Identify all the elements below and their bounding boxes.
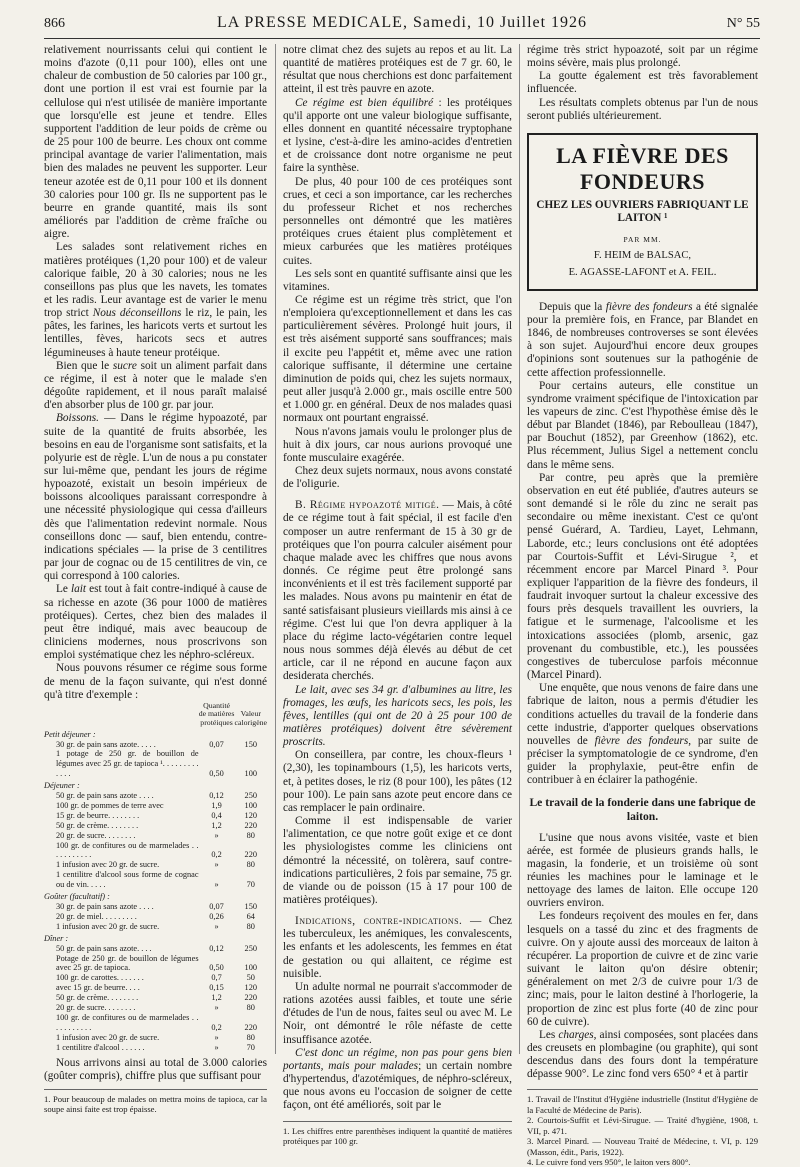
table-cell-item: 100 gr. de confitures ou de marmelades . . . . . . . . . . . bbox=[56, 840, 199, 860]
paragraph: On conseillera, par contre, les choux-fleurs ¹ (2,30), les topinambours (1,5), les haricots verts, et, à petites doses, le riz (8 pour 100), les pâtes (12 pour 100). Le pain sans azote peut encore dans ce cas remplacer le pain ordinaire. bbox=[283, 749, 513, 814]
table-cell-protein: » bbox=[214, 860, 219, 870]
table-cell-item: 20 gr. de sucre. . . . . . . . bbox=[56, 830, 136, 840]
table-row bbox=[44, 954, 267, 974]
table-cell-item: Potage de 250 gr. de bouillon de légumes avec 25 gr. de tapioca. bbox=[56, 953, 199, 973]
article-title: LA FIÈVRE DES FONDEURS bbox=[556, 142, 729, 194]
table-row bbox=[44, 902, 267, 912]
footnote: 1. Les chiffres entre parenthèses indiquent la quantité de matières protéiques par 100 gr. bbox=[283, 1125, 512, 1146]
journal-title: LA PRESSE MEDICALE, Samedi, 10 Juillet 1926 bbox=[216, 14, 588, 31]
paragraph: De plus, 40 pour 100 de ces protéiques sont crues, et ceci a son importance, car les recherches du professeur Richet et nos recherches personnelles ont démontré que les matières protéiques crues étaient plus complètement et mieux carburées que les matières protéiques cuites. bbox=[283, 175, 512, 267]
table-cell-item: 1 infusion avec 20 gr. de sucre. bbox=[56, 1032, 160, 1042]
table-row bbox=[44, 1003, 267, 1013]
table-cell-item: 1 centilitre d'alcool . . . . . . bbox=[56, 1042, 145, 1052]
table-cell-calories: 50 bbox=[246, 973, 255, 983]
table-row bbox=[44, 811, 267, 821]
table-row bbox=[44, 831, 267, 841]
paragraph: Nous n'avons jamais voulu le prolonger plus de huit à dix jours, car nous aurions provoqué une fonte musculaire exagérée. bbox=[283, 425, 512, 464]
table-cell-item: 30 gr. de pain sans azote. . . . . bbox=[56, 739, 156, 749]
paragraph: La goutte également est très favorablement influencée. bbox=[527, 70, 758, 96]
table-cell-item: 100 gr. de carottes. . . . . . . bbox=[56, 973, 144, 983]
byline-prefix: PAR MM. bbox=[623, 235, 662, 245]
table-cell-calories: 220 bbox=[244, 1022, 257, 1032]
table-cell-calories: 250 bbox=[244, 943, 257, 953]
article-title-box bbox=[527, 133, 758, 291]
paragraph: Les charges, ainsi composées, sont placées dans des creusets en plombagine (ou graphite), qui sont descendus dans des fours dont la température dépasse 900°. Le zinc fond vers 650° ⁴ et à partir bbox=[527, 1028, 758, 1081]
table-cell-item: 1 infusion avec 20 gr. de sucre. bbox=[56, 921, 160, 931]
paragraph: Les fondeurs reçoivent des moules en fer, dans lesquels on a tassé du zinc et des fragments de cuivre. On y ajoute aussi des morceaux de laiton à récupérer. La proportion de cuivre et de zinc varie suivant le laiton qu'on désire obtenir; généralement on met 2/3 de cuivre pour 1/3 de zinc; mais, pour le laiton destiné à l'horlogerie, la proportion de zinc est plus forte (40 de zinc pour 60 de cuivre). bbox=[527, 910, 758, 1028]
table-cell-protein: 1,9 bbox=[211, 800, 222, 810]
paragraph: C'est donc un régime, non pas pour gens bien portants, mais pour malades; un certain nombre d'hypertendus, d'azotémiques, de néphro-scléreux, que nous avons eu l'occasion de soigner de cette façon, ont été améliorés, soit par le bbox=[283, 1046, 512, 1112]
table-cell-protein: 0,2 bbox=[211, 1022, 222, 1032]
table-cell-item: 100 gr. de confitures ou de marmelades . . . . . . . . . . . bbox=[56, 1012, 199, 1032]
table-cell-calories: 80 bbox=[246, 830, 255, 840]
footnote: 2. Courtois-Suffit et Lévi-Sirugue. — Traité d'hygiène, 1908, t. VII, p. 471. bbox=[527, 1115, 758, 1136]
paragraph: Nous arrivons ainsi au total de 3.000 calories (goûter compris), chiffre plus que suffisant pour bbox=[44, 1056, 267, 1082]
table-cell-calories: 80 bbox=[246, 921, 255, 931]
paragraph: Par contre, peu après que la première observation en eut été publiée, d'autres auteurs se sont demandé si le rôle du zinc ne serait pas secondaire ou même inexistant. C'est ce qu'ont pensé Guérard, A. Tardieu, Layet, Lehmann, Laborde, etc.; leurs conclusions ont été adoptées par Courtois-Suffit et Lévi-Sirugue ², et récemment encore par Marcel Pinard ³. Pour expliquer l'apparition de la fièvre des fondeurs, il faudrait invoquer surtout la chaleur excessive des fours près desquels travaillent les ouvriers, la fatigue et le surmenage, l'alcoolisme et les intoxications associées (plomb, arsenic, gaz provenant du combustible, etc.), les poussées congestives de tuberculose parfois méconnue (Marcel Pinard). bbox=[527, 471, 758, 682]
table-cell-protein: 0,26 bbox=[209, 911, 224, 921]
table-row bbox=[44, 1013, 267, 1033]
paragraph: Ce régime est bien équilibré : les protéiques qu'il apporte ont une valeur biologique suffisante, elles donnent en quantité nécessaire tryptophane et lysine, c'est-à-dire les amino-acides d'entretien et de croissance dont notre organisme ne peut faire la synthèse. bbox=[283, 96, 512, 175]
table-cell-item: 20 gr. de miel. . . . . . . . . bbox=[56, 911, 137, 921]
paragraph: L'usine que nous avons visitée, vaste et bien aérée, est formée de plusieurs grands halls, le magasin, la fonderie, et un troisième où sont réunies les machines pour le laminage et le nettoyage des lames de laiton. Elle occupe 120 ouvriers environ. bbox=[527, 831, 758, 910]
table-cell-protein: » bbox=[214, 1032, 219, 1042]
table-cell-protein: 0,12 bbox=[209, 791, 224, 801]
table-cell-calories: 150 bbox=[244, 902, 257, 911]
paragraph: B. Régime hypoazoté mitigé. — Mais, à côté de ce régime tout à fait spécial, il est facile d'en composer un autre renfermant de 15 à 30 gr de protéiques que l'on pourra calculer aisément pour chaque malade avec les chiffres que nous avons donnés. Ce régime peut être prolongé sans inconvénients et il est très facilement supporté par les malades. Nous avons pu maintenir en état de santé satisfaisant plusieurs vieillards mis ainsi à ce régime. C'est lui que l'on devra appliquer à la place du régime lacto-végétarien contre lequel nous nous sommes déjà élevés au début de cet article, car il ne répond en aucune façon aux desiderata cherchés. bbox=[283, 499, 512, 683]
table-cell-protein: » bbox=[214, 830, 219, 840]
table-cell-calories: 80 bbox=[246, 1032, 255, 1042]
table-cell-protein: 0,50 bbox=[209, 769, 224, 779]
table-cell-item: 100 gr. de pommes de terre avec bbox=[56, 800, 164, 810]
column-2 bbox=[283, 44, 512, 1146]
column-header: Quantité de matières protéiques bbox=[198, 700, 235, 727]
table-cell-calories: 120 bbox=[244, 810, 257, 820]
footnote: 1. Pour beaucoup de malades on mettra moins de tapioca, car la soupe ainsi faite est trop épaisse. bbox=[44, 1093, 267, 1115]
page-number: 866 bbox=[44, 16, 65, 31]
table-cell-calories: 220 bbox=[244, 820, 257, 830]
table-section-row bbox=[44, 779, 267, 791]
table-cell-protein: 0,7 bbox=[211, 973, 222, 983]
menu-table bbox=[44, 702, 267, 1053]
footnote-rule bbox=[44, 1089, 267, 1090]
table-cell-calories: 250 bbox=[244, 791, 257, 801]
paragraph: Les salades sont relativement riches en matières protéiques (1,20 pour 100) et de valeur calorique faible, 20 à 30 calories; nous ne les conseillons pas plus que les navets, les tomates et les radis. Leur avantage est de varier le menu trop strict Nous déconseillons le riz, le pain, les pâtes, les farines, les haricots verts et surtout les lentilles, fèves, haricots secs et autres légumineuses à haute teneur protéique. bbox=[44, 241, 267, 359]
paragraph: Depuis que la fièvre des fondeurs a été signalée pour la première fois, en France, par Blandet en 1846, de nombreuses controverses se sont élevées à son sujet. Aujourd'hui encore deux groupes d'opinions sont soutenues sur la pathogénie de cette affection professionnelle. bbox=[527, 300, 759, 379]
table-cell-item: 1 centilitre d'alcool sous forme de cognac ou de vin. . . . . bbox=[56, 870, 199, 890]
table-cell-calories: 120 bbox=[244, 983, 257, 993]
table-cell-protein: » bbox=[214, 1042, 219, 1052]
paragraph: Indications, contre-indications. — Chez les tuberculeux, les anémiques, les convalescents, les enfants et les adolescents, les femmes en état de gestation ou qui allaitent, ce régime est nuisible. bbox=[283, 915, 512, 980]
table-cell-protein: » bbox=[214, 880, 219, 890]
header-rule bbox=[44, 38, 760, 39]
table-row bbox=[44, 944, 267, 954]
paragraph: Un adulte normal ne pourrait s'accommoder de rations azotées aussi faibles, et toute une série d'études de l'un de nous, faites seul ou avec M. Le Noir, ont démontré le rôle néfaste de cette insuffisance azotée. bbox=[283, 980, 512, 1046]
table-cell-calories: 70 bbox=[246, 880, 255, 890]
column-divider bbox=[519, 44, 520, 1054]
table-section-row bbox=[44, 890, 267, 902]
table-cell-protein: 0,2 bbox=[211, 850, 222, 860]
table-row bbox=[44, 801, 267, 811]
table-cell-protein: 0,12 bbox=[209, 943, 224, 953]
paragraph: Ce régime est un régime très strict, que l'on n'emploiera qu'exceptionnellement et dans les cas particulièrement sévères. Prolongé huit jours, il est très aisément supporté sans souffrances; mais il excite peu l'appétit et, même avec une ration calorique suffisante, il détermine une certaine diminution de poids qui, chez les sujets normaux, peut aller jusqu'à 2.000 gr., mais oscille entre 500 et 1.000 gr. en général. Deux de nos malades quasi normaux ont pourtant engraissé. bbox=[283, 293, 513, 425]
footnote-rule bbox=[283, 1121, 512, 1122]
table-cell-item: 50 gr. de pain sans azote. . . . bbox=[56, 943, 152, 953]
table-row bbox=[44, 973, 267, 983]
paragraph: Le lait est tout à fait contre-indiqué à cause de sa richesse en azote (36 pour 1000 de matières protéiques). Certes, chez bien des malades il peut être indiqué, mais avec beaucoup de cliniciens modernes, nous proscrivons son emploi systématique chez les néphro-scléreux. bbox=[44, 583, 268, 662]
paragraph: Boissons. — Dans le régime hypoazoté, par suite de la quantité de fruits absorbée, les besoins en eau de l'organisme sont satisfaits, et la polyurie est de règle. L'un de nous a pu constater sur lui-même que, pendant les jours de régime hypoazoté, existait un besoin impérieux de boissons alcooliques paraissant correspondre à une nécessité physiologique qui cessa d'ailleurs dès que l'alimentation redevint normale. Nous conseillons donc — sauf, bien entendu, contre-indications spéciales — la prise de 3 centilitres par jour de cognac ou de 15 centilitres de vin, ce qui correspond à 100 calories. bbox=[44, 412, 268, 583]
table-cell-protein: 0,07 bbox=[209, 902, 224, 911]
table-cell-protein: 0,15 bbox=[209, 983, 224, 993]
table-cell-protein: 0,4 bbox=[211, 810, 222, 820]
table-row bbox=[44, 821, 267, 831]
table-cell-calories: 70 bbox=[246, 1042, 255, 1052]
table-cell-calories: 100 bbox=[244, 769, 257, 779]
footnote: 3. Marcel Pinard. — Nouveau Traité de Médecine, t. VI, p. 129 (Masson, édit., Paris, 1922). bbox=[527, 1136, 758, 1157]
paragraph: Les résultats complets obtenus par l'un de nous seront publiés ultérieurement. bbox=[527, 96, 758, 122]
footnote-rule bbox=[527, 1089, 758, 1090]
table-cell-item: 15 gr. de beurre. . . . . . . . bbox=[56, 810, 140, 820]
table-cell-calories: 64 bbox=[246, 911, 255, 921]
article-subtitle: CHEZ LES OUVRIERS FABRIQUANT LE LAITON ¹ bbox=[536, 198, 749, 225]
table-row bbox=[44, 912, 267, 922]
table-row bbox=[44, 860, 267, 870]
table-row bbox=[44, 870, 267, 890]
table-row bbox=[44, 1033, 267, 1043]
table-row bbox=[44, 1043, 267, 1053]
paragraph: Les sels sont en quantité suffisante ainsi que les vitamines. bbox=[283, 267, 512, 293]
table-section-title: Déjeuner : bbox=[44, 781, 80, 791]
author-line: E. AGASSE-LAFONT et A. FEIL. bbox=[568, 266, 717, 278]
table-section-row bbox=[44, 728, 267, 740]
footnote: 1. Travail de l'Institut d'Hygiène industrielle (Institut d'Hygiène de la Faculté de Médecine de Paris). bbox=[527, 1094, 758, 1115]
table-row bbox=[44, 983, 267, 993]
table-cell-item: 1 infusion avec 20 gr. de sucre. bbox=[56, 860, 160, 870]
table-cell-calories: 80 bbox=[246, 1003, 255, 1013]
author-line: F. HEIM de BALSAC, bbox=[593, 250, 692, 262]
table-row bbox=[44, 922, 267, 932]
paragraph: Une enquête, que nous venons de faire dans une fabrique de laiton, nous a permis d'étudier les conditions actuelles du travail de la fonderie dans cette industrie, d'apporter quelques observations nouvelles de fièvre des fondeurs, par suite de préciser la symptomatologie de ce syndrome, d'en guider la prophylaxie, peut-être enfin de contribuer à en éclairer la pathogénie. bbox=[527, 682, 758, 787]
table-cell-calories: 80 bbox=[246, 860, 255, 870]
table-cell-protein: 1,2 bbox=[211, 820, 222, 830]
section-title: Le travail de la fonderie dans une fabrique de laiton. bbox=[529, 795, 756, 823]
table-cell-calories: 220 bbox=[244, 850, 257, 860]
paragraph: Bien que le sucre soit un aliment parfait dans ce régime, il est à noter que le malade s'en dégoûte rapidement, et il nous paraît malaisé d'en absorber plus de 100 gr. par jour. bbox=[44, 359, 268, 412]
paragraph: régime très strict hypoazoté, soit par un régime moins sévère, mais plus prolongé. bbox=[527, 44, 758, 70]
page-header bbox=[44, 14, 760, 36]
footnote: 4. Le cuivre fond vers 950°, le laiton vers 800°. bbox=[527, 1156, 691, 1167]
table-row bbox=[44, 749, 267, 779]
table-cell-item: avec 15 gr. de beurre. . . . bbox=[56, 983, 140, 993]
paragraph: Le lait, avec ses 34 gr. d'albumines au litre, les fromages, les œufs, les haricots secs, les pois, les fèves, lentilles (qui ont de 20 à 25 pour 100 de matières protéiques) doivent être sévèrement proscrits. bbox=[283, 683, 512, 749]
table-cell-protein: » bbox=[214, 921, 219, 931]
table-cell-protein: 1,2 bbox=[211, 993, 222, 1003]
table-cell-protein: » bbox=[214, 1003, 219, 1013]
table-row bbox=[44, 740, 267, 750]
table-cell-protein: 0,07 bbox=[209, 739, 224, 749]
paragraph: Nous pouvons résumer ce régime sous forme de menu de la façon suivante, qui n'est donné qu'à titre d'exemple : bbox=[44, 662, 267, 701]
issue-number: N° 55 bbox=[726, 16, 760, 31]
table-row bbox=[44, 791, 267, 801]
table-header-row bbox=[44, 702, 267, 728]
table-cell-calories: 100 bbox=[244, 800, 257, 810]
table-cell-item: 50 gr. de crème. . . . . . . . bbox=[56, 993, 139, 1003]
table-row bbox=[44, 841, 267, 861]
paragraph: relativement nourrissants celui qui contient le moins d'azote (0,11 pour 100), elles ont une chaleur de combustion de 50 calories par 100 gr., dont une portion il est vrai est fournie par la cellulose qui n'est utilisée de manière importante que lorsqu'elle est jeune et tendre. Elles supportent l'addition de leur poids de crème ou de 25 pour 100 de beurre. Les choux ont comme principal avantage de varier l'alimentation, mais bien des malades ne peuvent les supporter. Leur teneur azotée est de 0,11 pour 100 et ils donnent 30 calories pour 100 gr. Ils ne supportent pas le beurre en grande quantité, mais ils sont améliorés par l'addition de crème fraîche ou aigre. bbox=[44, 44, 267, 241]
table-cell-calories: 150 bbox=[244, 739, 257, 749]
table-row bbox=[44, 993, 267, 1003]
table-cell-item: 30 gr. de pain sans azote . . . . bbox=[56, 902, 154, 911]
table-section-title: Dîner : bbox=[44, 933, 69, 943]
paragraph: Pour certains auteurs, elle constitue un syndrome vraiment spécifique de l'intoxication par les vapeurs de zinc. C'est l'hypothèse émise dès le début par Blandet (1846), par Reboulleau (1847), par Bouchut (1852), par Greenhow (1862), etc. Plus récemment, Julius Sigel a nettement conclu dans le même sens. bbox=[527, 379, 758, 471]
column-1 bbox=[44, 44, 267, 1115]
table-cell-calories: 100 bbox=[244, 963, 257, 973]
paragraph: Comme il est indispensable de varier l'alimentation, ce que notre goût exige et ce dont les physiologistes comme les cliniciens ont démontré la nécessité, on tolèrera, sauf contre-indications particulières, 2 fois par semaine, 75 gr. de viande ou de poisson (15 à 17 pour 100 de matières protéiques). bbox=[283, 815, 512, 906]
paragraph: notre climat chez des sujets au repos et au lit. La quantité de matières protéiques est de 7 gr. 60, le résultat que nous cherchions est donc parfaitement atteint, il est très pauvre en azote. bbox=[283, 44, 512, 96]
table-cell-item: 1 potage de 250 gr. de bouillon de légumes avec 25 gr. de tapioca ¹. . . . . . . . . . . . . bbox=[56, 749, 199, 779]
paragraph: Chez deux sujets normaux, nous avons constaté de l'oligurie. bbox=[283, 465, 512, 491]
table-cell-item: 20 gr. de sucre. . . . . . . . bbox=[56, 1003, 136, 1013]
table-cell-calories: 220 bbox=[244, 993, 257, 1003]
column-header: Valeur calorigène bbox=[234, 709, 268, 727]
table-section-title: Goûter (facultatif) : bbox=[44, 892, 110, 902]
table-cell-item: 50 gr. de crème. . . . . . . . bbox=[56, 820, 139, 830]
column-divider bbox=[275, 44, 276, 1054]
table-section-title: Petit déjeuner : bbox=[44, 729, 96, 739]
table-section-row bbox=[44, 932, 267, 944]
table-cell-protein: 0,50 bbox=[209, 963, 224, 973]
table-cell-item: 50 gr. de pain sans azote . . . . bbox=[56, 791, 154, 801]
column-3 bbox=[527, 44, 758, 1167]
